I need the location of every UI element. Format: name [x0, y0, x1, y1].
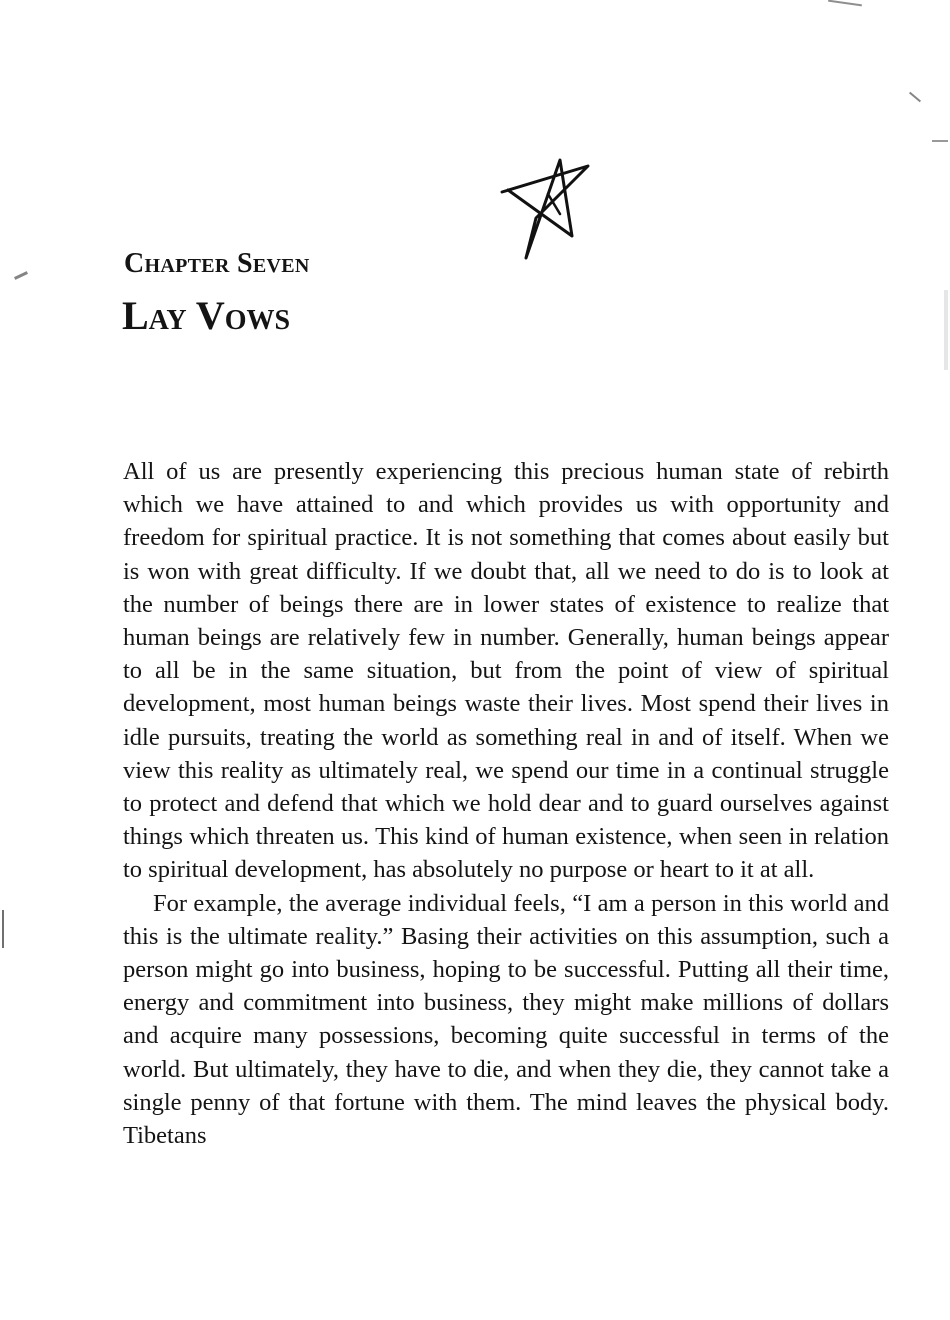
scan-artifact	[909, 92, 921, 103]
scan-artifact	[932, 140, 948, 142]
scan-artifact	[14, 271, 28, 280]
scan-artifact	[2, 910, 4, 948]
body-text	[123, 455, 889, 1152]
paragraph-2: For example, the average individual feels, “I am a person in this world and this is the ultimate reality.” Basing their activities on this assumption, such a person might go into business, hoping to be successful. Putting all their time, energy and commitment into business, they might make millions of dollars and acquire many possessions, becoming quite successful in terms of the world. But ultimately, they have to die, and when they die, they cannot take a single penny of that fortune with them. The mind leaves the physical body. Tibetans	[123, 889, 889, 1150]
chapter-label: Chapter Seven	[124, 248, 310, 279]
scan-artifact	[944, 290, 948, 370]
paragraph-1: All of us are presently experiencing this precious human state of rebirth which we have attained to and which provides us with opportunity and freedom for spiritual practice. It is not something that comes about easily but is won with great difficulty. If we doubt that, all we need to do is to look at the number of beings there are in lower states of existence to realize that human beings are relatively few in number. Generally, human beings appear to all be in the same situation, but from the point of view of spiritual development, most human beings waste their lives. Most spend their lives in idle pursuits, treating the world as something real in and of itself. When we view this reality as ultimately real, we spend our time in a continual struggle to protect and defend that which we hold dear and to guard ourselves against things which threaten us. This kind of human existence, when seen in relation to spiritual development, has absolutely no purpose or heart to it at all.	[123, 458, 889, 884]
scan-artifact	[828, 0, 862, 6]
chapter-title: Lay Vows	[122, 293, 291, 338]
hand-drawn-star-icon	[500, 158, 592, 266]
